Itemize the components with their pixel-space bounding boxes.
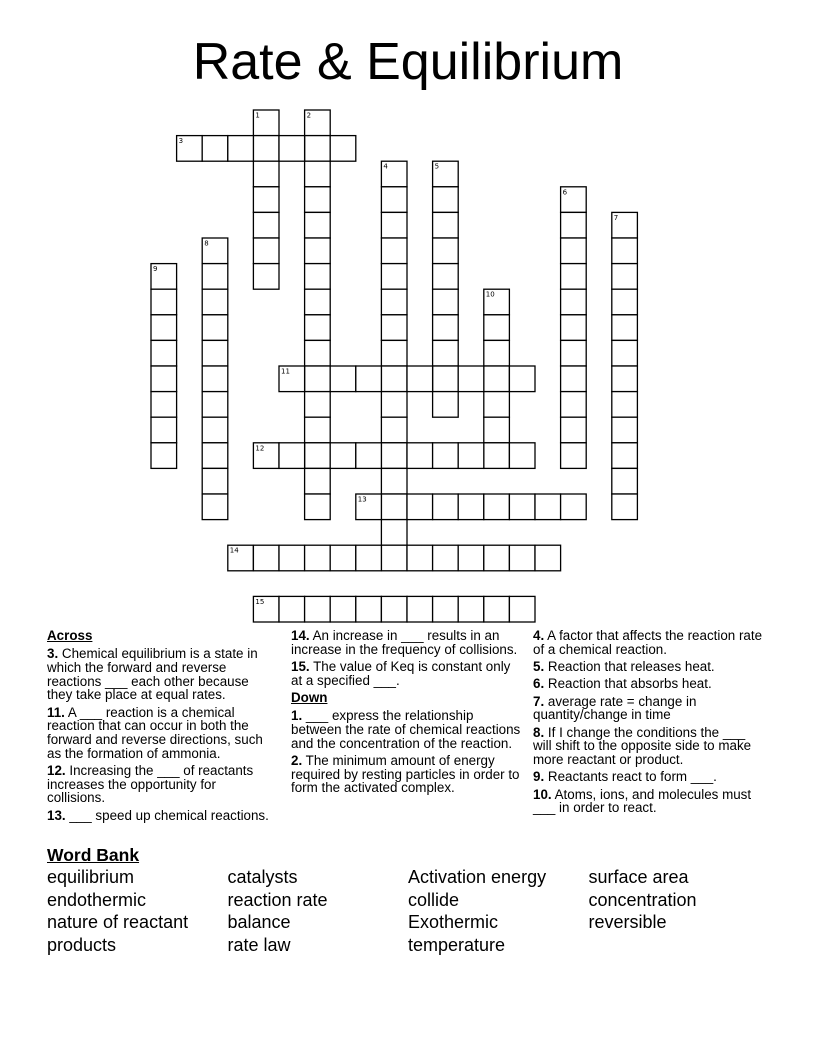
word-bank-item: concentration <box>588 889 697 910</box>
crossword-cell <box>561 366 587 392</box>
clue-number: 3. <box>47 646 59 662</box>
down-clue <box>533 677 763 691</box>
crossword-cell <box>407 545 433 571</box>
crossword-cell <box>561 340 587 366</box>
across-clue <box>47 706 277 761</box>
clues-column-3 <box>533 629 763 819</box>
clue-text: Reactants react to form ___. <box>547 769 717 785</box>
down-clue <box>533 695 763 722</box>
crossword-cell <box>561 289 587 315</box>
cell-number: 1 <box>255 111 260 120</box>
crossword-cell <box>381 264 407 290</box>
crossword-cell <box>151 340 177 366</box>
crossword-cell <box>202 315 228 341</box>
crossword-cell <box>612 315 638 341</box>
crossword-cell <box>561 417 587 443</box>
crossword-cell <box>561 264 587 290</box>
cell-number: 2 <box>306 111 312 120</box>
crossword-cell <box>509 545 535 571</box>
crossword-cell <box>381 315 407 341</box>
clue-text: Increasing the ___ of reactants increases the opportunity for collisions. <box>47 763 254 806</box>
crossword-cell <box>151 315 177 341</box>
crossword-cell <box>253 212 279 238</box>
clue-number: 14. <box>291 628 310 643</box>
crossword-cell <box>356 366 382 392</box>
crossword-cell <box>509 596 535 622</box>
crossword-cell <box>535 494 561 520</box>
cell-number: 13 <box>357 495 367 504</box>
word-bank-item: equilibrium <box>47 867 135 887</box>
clue-number: 7. <box>533 693 545 709</box>
crossword-cell <box>561 494 587 520</box>
clue-number: 4. <box>533 628 545 643</box>
word-bank-item: reversible <box>588 912 667 933</box>
down-heading: Down <box>291 690 328 705</box>
crossword-cell <box>305 443 331 469</box>
crossword-cell <box>381 494 407 520</box>
word-bank-item: temperature <box>408 935 506 956</box>
word-bank-item: Activation energy <box>408 867 547 887</box>
clue-text: The minimum amount of energy required by resting particles in order to form the activated complex. <box>291 752 520 796</box>
crossword-cell <box>202 443 228 469</box>
crossword-cell <box>151 443 177 469</box>
crossword-cell <box>202 494 228 520</box>
crossword-cell <box>612 494 638 520</box>
crossword-cell <box>305 392 331 418</box>
clue-number: 15. <box>291 659 310 674</box>
crossword-cell <box>305 136 331 162</box>
crossword-cell <box>305 545 331 571</box>
word-bank-item: endothermic <box>47 889 147 910</box>
clue-number: 9. <box>533 769 545 785</box>
crossword-cell <box>202 340 228 366</box>
crossword-cell <box>484 596 510 622</box>
crossword-cell <box>458 596 484 622</box>
crossword-cell <box>202 392 228 418</box>
crossword-cell <box>330 136 356 162</box>
crossword-cell <box>305 264 331 290</box>
crossword-cell <box>305 340 331 366</box>
crossword-cell <box>305 289 331 315</box>
crossword-cell <box>509 443 535 469</box>
clue-number: 11. <box>47 704 65 720</box>
crossword-cell <box>202 366 228 392</box>
word-bank-item: rate law <box>227 935 291 956</box>
crossword-cell <box>433 212 459 238</box>
crossword-cell <box>330 596 356 622</box>
clue-text: average rate = change in quantity/change in time <box>533 693 697 723</box>
crossword-cell <box>279 136 305 162</box>
crossword-cell <box>433 494 459 520</box>
crossword-cell <box>305 494 331 520</box>
crossword-cell <box>433 392 459 418</box>
crossword-cell <box>484 545 510 571</box>
clue-text: Reaction that absorbs heat. <box>547 676 712 692</box>
word-bank-item: collide <box>408 889 460 910</box>
crossword-cell <box>484 315 510 341</box>
cell-number: 5 <box>434 162 440 171</box>
crossword-cell <box>458 545 484 571</box>
crossword-cell <box>202 289 228 315</box>
crossword-cell <box>381 545 407 571</box>
crossword-cell <box>612 468 638 494</box>
crossword-cell <box>279 596 305 622</box>
down-clue <box>291 754 521 795</box>
cell-number: 12 <box>255 444 265 453</box>
crossword-cell <box>381 596 407 622</box>
crossword-cell <box>228 136 254 162</box>
clue-number: 2. <box>291 752 303 768</box>
clue-number: 10. <box>533 786 552 802</box>
crossword-cell <box>407 494 433 520</box>
crossword-cell <box>612 366 638 392</box>
crossword-cell <box>612 392 638 418</box>
crossword-cell <box>305 468 331 494</box>
crossword-cell <box>484 366 510 392</box>
word-bank <box>47 866 769 957</box>
crossword-cell <box>381 212 407 238</box>
cell-number: 4 <box>383 162 388 171</box>
clues-column-2 <box>291 629 521 799</box>
crossword-cell <box>356 596 382 622</box>
clue-text: A factor that affects the reaction rate of a chemical reaction. <box>533 628 763 657</box>
crossword-cell <box>253 161 279 187</box>
crossword-cell <box>202 264 228 290</box>
cell-number: 11 <box>281 367 290 376</box>
crossword-cell <box>433 187 459 213</box>
crossword-cell <box>151 289 177 315</box>
crossword-cell <box>407 366 433 392</box>
clue-text: Chemical equilibrium is a state in which the forward and reverse reactions ___ each other because they take place at equal rates. <box>47 646 258 703</box>
clue-number: 5. <box>533 659 545 674</box>
word-bank-item: Exothermic <box>408 912 499 933</box>
crossword-cell <box>612 417 638 443</box>
across-clue <box>291 660 521 687</box>
down-clue <box>533 788 763 815</box>
crossword-cell <box>279 443 305 469</box>
crossword-cell <box>484 443 510 469</box>
down-clue <box>291 709 521 750</box>
crossword-cell <box>561 392 587 418</box>
crossword-cell <box>381 340 407 366</box>
crossword-cell <box>330 366 356 392</box>
crossword-cell <box>509 494 535 520</box>
crossword-cell <box>458 366 484 392</box>
crossword-cell <box>381 238 407 264</box>
crossword-cell <box>612 443 638 469</box>
cell-number: 15 <box>255 597 265 606</box>
clues-column-1 <box>47 629 277 826</box>
crossword-cell <box>305 212 331 238</box>
crossword-cell <box>279 545 305 571</box>
crossword-cell <box>433 340 459 366</box>
clue-text: ___ speed up chemical reactions. <box>69 807 269 823</box>
crossword-cell <box>561 315 587 341</box>
clue-text: If I change the conditions the ___ will shift to the opposite side to make more reactant or product. <box>533 724 752 767</box>
crossword-cell <box>612 289 638 315</box>
crossword-cell <box>381 417 407 443</box>
crossword-cell <box>612 238 638 264</box>
crossword-cell <box>484 392 510 418</box>
crossword-cell <box>305 238 331 264</box>
crossword-cell <box>330 443 356 469</box>
crossword-cell <box>381 187 407 213</box>
crossword-cell <box>407 443 433 469</box>
crossword-cell <box>433 366 459 392</box>
crossword-cell <box>381 366 407 392</box>
across-clue <box>47 647 277 702</box>
across-clue <box>47 764 277 805</box>
down-clue <box>533 726 763 767</box>
clue-number: 13. <box>47 807 66 823</box>
crossword-cell <box>151 366 177 392</box>
down-clue <box>533 629 763 656</box>
clue-number: 12. <box>47 763 66 779</box>
crossword-cell <box>561 238 587 264</box>
crossword-cell <box>253 136 279 162</box>
crossword-cell <box>381 289 407 315</box>
clue-text: The value of Keq is constant only at a specified ___. <box>291 659 511 688</box>
down-clue <box>533 660 763 674</box>
clue-number: 8. <box>533 724 545 740</box>
crossword-cell <box>561 443 587 469</box>
crossword-cell <box>381 520 407 546</box>
crossword-cell <box>433 264 459 290</box>
crossword-cell <box>305 596 331 622</box>
cell-number: 10 <box>485 290 495 299</box>
crossword-cell <box>356 545 382 571</box>
crossword-cell <box>356 443 382 469</box>
crossword-cell <box>381 468 407 494</box>
crossword-cell <box>509 366 535 392</box>
crossword-cell <box>433 289 459 315</box>
word-bank-heading: Word Bank <box>47 845 140 865</box>
crossword-cell <box>253 238 279 264</box>
crossword-cell <box>253 264 279 290</box>
down-clue <box>533 770 763 784</box>
word-bank-item: nature of reactant <box>47 912 189 933</box>
crossword-cell <box>305 161 331 187</box>
clue-number: 1. <box>291 708 303 724</box>
crossword-cell <box>253 187 279 213</box>
crossword-cell <box>433 596 459 622</box>
across-heading: Across <box>47 628 93 643</box>
clue-text: ___ express the relationship between the rate of chemical reactions and the concentration of the reaction. <box>291 708 521 751</box>
crossword-cell <box>305 417 331 443</box>
clue-text: A ___ reaction is a chemical reaction that can occur in both the forward and reverse directions, such as the formation of ammonia. <box>47 704 263 761</box>
clue-text: Atoms, ions, and molecules must ___ in order to react. <box>533 786 752 816</box>
crossword-cell <box>381 443 407 469</box>
cell-number: 9 <box>153 265 158 274</box>
crossword-cell <box>612 264 638 290</box>
clue-number: 6. <box>533 676 545 692</box>
crossword-cell <box>151 417 177 443</box>
word-bank-item: balance <box>227 912 291 933</box>
across-clue <box>291 629 521 656</box>
crossword-cell <box>151 392 177 418</box>
crossword-cell <box>305 315 331 341</box>
crossword-cell <box>202 136 228 162</box>
cell-number: 8 <box>204 239 209 248</box>
cell-number: 3 <box>178 137 184 146</box>
crossword-cell <box>458 443 484 469</box>
crossword-cell <box>535 545 561 571</box>
word-bank-item: products <box>47 935 117 956</box>
crossword-cell <box>484 494 510 520</box>
clue-text: Reaction that releases heat. <box>547 659 715 674</box>
crossword-cell <box>612 340 638 366</box>
crossword-cell <box>433 315 459 341</box>
clue-text: An increase in ___ results in an increase in the frequency of collisions. <box>291 628 518 657</box>
cell-number: 14 <box>229 546 239 555</box>
word-bank-item: reaction rate <box>227 889 328 910</box>
crossword-cell <box>484 340 510 366</box>
crossword-cell <box>484 417 510 443</box>
crossword-cell <box>433 443 459 469</box>
crossword-cell <box>407 596 433 622</box>
cell-number: 6 <box>562 188 568 197</box>
crossword-cell <box>305 187 331 213</box>
cell-number: 7 <box>613 213 619 222</box>
crossword-cell <box>202 417 228 443</box>
across-clue <box>47 809 277 823</box>
crossword-cell <box>561 212 587 238</box>
crossword-cell <box>433 545 459 571</box>
crossword-cell <box>433 238 459 264</box>
page-title: Rate & Equilibrium <box>192 33 624 91</box>
word-bank-item: catalysts <box>227 867 298 887</box>
crossword-cell <box>330 545 356 571</box>
crossword-cell <box>458 494 484 520</box>
crossword-cell <box>381 392 407 418</box>
word-bank-item: surface area <box>588 867 689 887</box>
crossword-cell <box>202 468 228 494</box>
crossword-cell <box>305 366 331 392</box>
crossword-cell <box>253 545 279 571</box>
